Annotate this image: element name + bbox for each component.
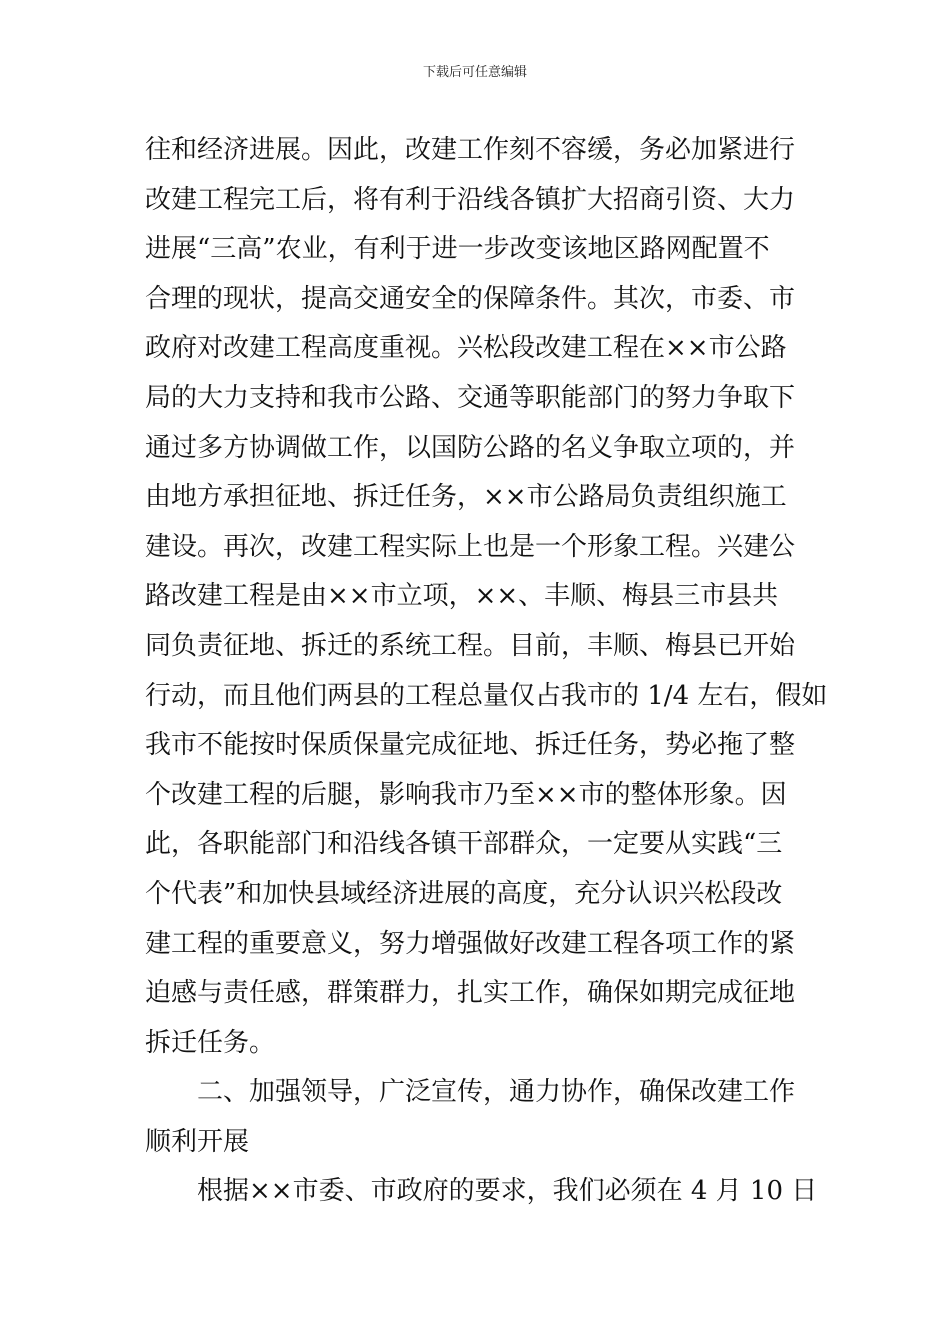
- text-line: 根据××市委、市政府的要求，我们必须在 4 月 10 日: [197, 1176, 818, 1207]
- text-line: 政府对改建工程高度重视。兴松段改建工程在××市公路: [145, 333, 787, 364]
- text-line: 同负责征地、拆迁的系统工程。目前，丰顺、梅县已开始: [145, 630, 796, 661]
- page-header-note: 下载后可任意编辑: [422, 65, 527, 80]
- text-line: 行动，而且他们两县的工程总量仅占我市的 1/4 左右，假如: [145, 680, 828, 711]
- text-line: 进展“三高”农业，有利于进一步改变该地区路网配置不: [145, 234, 770, 265]
- text-line: 往和经济进展。因此，改建工作刻不容缓，务必加紧进行: [145, 135, 796, 165]
- text-line: 此，各职能部门和沿线各镇干部群众，一定要从实践“三: [145, 829, 783, 860]
- document-body: [145, 126, 828, 1217]
- text-line: 路改建工程是由××市立项，××、丰顺、梅县三市县共: [145, 581, 779, 612]
- text-line: 改建工程完工后，将有利于沿线各镇扩大招商引资、大力: [145, 184, 796, 215]
- text-line: 个改建工程的后腿，影响我市乃至××市的整体形象。因: [145, 779, 787, 810]
- section-heading-line: 二、加强领导，广泛宣传，通力协作，确保改建工作: [197, 1077, 796, 1108]
- text-line: 个代表”和加快县域经济进展的高度，充分认识兴松段改: [145, 878, 783, 909]
- text-line: 建设。再次，改建工程实际上也是一个形象工程。兴建公: [145, 531, 796, 562]
- text-line: 我市不能按时保质保量完成征地、拆迁任务，势必拖了整: [145, 730, 796, 761]
- text-line: 迫感与责任感，群策群力，扎实工作，确保如期完成征地: [145, 978, 796, 1009]
- text-line: 拆迁任务。: [145, 1027, 276, 1058]
- text-line: 由地方承担征地、拆迁任务，××市公路局负责组织施工: [145, 482, 787, 513]
- section-heading-line: 顺利开展: [145, 1126, 250, 1157]
- text-line: 局的大力支持和我市公路、交通等职能部门的努力争取下: [145, 382, 796, 413]
- text-line: 建工程的重要意义，努力增强做好改建工程各项工作的紧: [145, 928, 796, 959]
- text-line: 合理的现状，提高交通安全的保障条件。其次，市委、市: [145, 283, 796, 314]
- text-line: 通过多方协调做工作，以国防公路的名义争取立项的，并: [145, 432, 796, 463]
